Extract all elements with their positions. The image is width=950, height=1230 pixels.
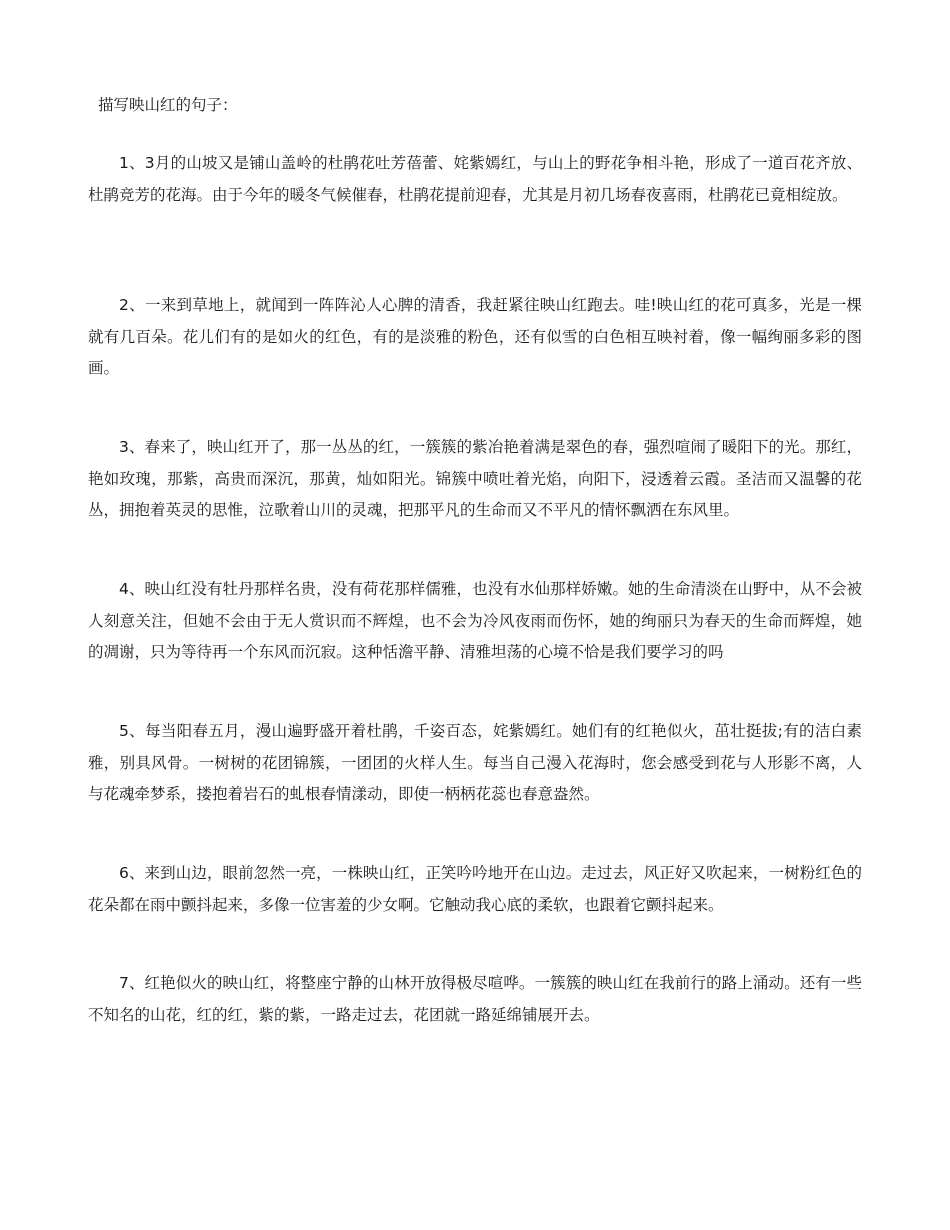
paragraph-7: 7、红艳似火的映山红，将整座宁静的山林开放得极尽喧哗。一簇簇的映山红在我前行的路上涌动。还有一些不知名的山花，红的红，紫的紫，一路走过去，花团就一路延绵铺展开去。 xyxy=(88,974,862,1024)
document-title: 描写映山红的句子： xyxy=(98,96,238,114)
paragraph-6: 6、来到山边，眼前忽然一亮，一株映山红，正笑吟吟地开在山边。走过去，风正好又吹起来，一树粉红色的花朵都在雨中颤抖起来，多像一位害羞的少女啊。它触动我心底的柔软，也跟着它颤抖起来。 xyxy=(88,864,862,914)
paragraph-4: 4、映山红没有牡丹那样名贵，没有荷花那样儒雅，也没有水仙那样娇嫩。她的生命清淡在山野中，从不会被人刻意关注，但她不会由于无人赏识而不辉煌，也不会为冷风夜雨而伤怀，她的绚丽只为春天的生命而辉煌，她的凋谢，只为等待再一个东风而沉寂。这种恬澹平静、清雅坦荡的心境不恰是我们要学习的吗 xyxy=(88,580,862,661)
paragraph-2: 2、一来到草地上，就闻到一阵阵沁人心脾的清香，我赶紧往映山红跑去。哇!映山红的花可真多，光是一棵就有几百朵。花儿们有的是如火的红色，有的是淡雅的粉色，还有似雪的白色相互映衬着，像一幅绚丽多彩的图画。 xyxy=(88,296,862,377)
paragraph-5: 5、每当阳春五月，漫山遍野盛开着杜鹃，千姿百态，姹紫嫣红。她们有的红艳似火，茁壮挺拔;有的洁白素雅，别具风骨。一树树的花团锦簇，一团团的火样人生。每当自己漫入花海时，您会感受到花与人形影不离，人与花魂牵梦系，搂抱着岩石的虬根春情漾动，即使一柄柄花蕊也春意盎然。 xyxy=(88,722,862,803)
paragraph-3: 3、春来了，映山红开了，那一丛丛的红，一簇簇的紫冶艳着满是翠色的春，强烈喧闹了暖阳下的光。那红，艳如玫瑰，那紫，高贵而深沉，那黄，灿如阳光。锦簇中喷吐着光焰，向阳下，浸透着云霞。圣洁而又温馨的花丛，拥抱着英灵的思惟，泣歌着山川的灵魂，把那平凡的生命而又不平凡的情怀飘洒在东风里。 xyxy=(88,438,862,519)
paragraph-1: 1、3月的山坡又是铺山盖岭的杜鹃花吐芳蓓蕾、姹紫嫣红，与山上的野花争相斗艳，形成了一道百花齐放、杜鹃竞芳的花海。由于今年的暖冬气候催春，杜鹃花提前迎春，尤其是月初几场春夜喜雨，杜鹃花已竟相绽放。 xyxy=(88,154,862,204)
